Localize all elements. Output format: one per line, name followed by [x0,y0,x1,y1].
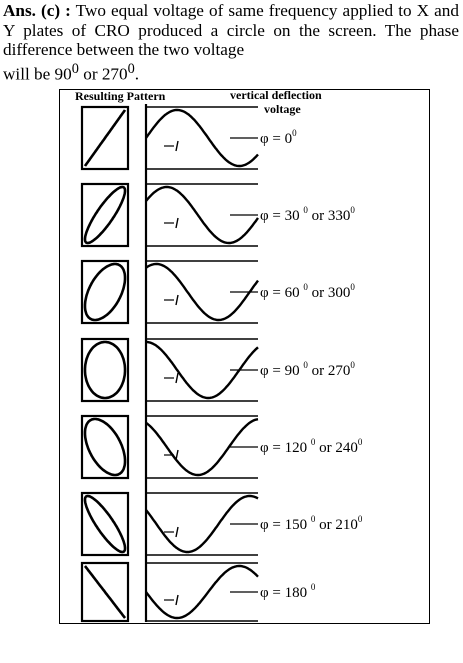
phase-label-part: or 300 [307,285,351,301]
phase-label-part: 0 [292,128,297,138]
phase-tick-4 [176,450,178,460]
phase-tick-5 [176,527,178,537]
column-heading-voltage-line2: voltage [264,102,301,116]
phase-label-part: 0 [303,360,308,370]
phase-label-part: 0 [303,282,308,292]
column-heading-voltage-line1: vertical deflection [230,88,322,102]
column-heading-pattern: Resulting Pattern [75,89,166,103]
phase-label-part: 0 [350,360,355,370]
phase-label-part: φ = 120 [260,440,311,456]
phase-label-part: φ = 0 [260,131,293,147]
phase-label-5 [260,514,363,533]
phase-tick-1 [176,218,178,228]
phase-label-part: 0 [310,514,316,524]
phase-label-part: or 240 [315,440,358,456]
answer-line-2: to X and Y plates of CRO produced a circle on the [3,1,459,40]
phase-label-part: or 270 [307,363,351,379]
phase-label-part: φ = 180 [260,585,311,601]
answer-deg-1: 0 [71,60,79,77]
phase-label-part: 0 [357,437,363,447]
lissajous-curve-4 [85,419,125,475]
lissajous-curve-2 [85,264,125,320]
phase-label-part: 0 [303,205,308,215]
lissajous-curve-0 [85,110,125,166]
phase-label-4 [260,437,363,456]
lissajous-curve-5 [85,496,125,552]
phase-label-3 [260,360,355,379]
phase-label-1 [260,205,355,224]
phase-label-0 [260,128,297,147]
answer-line-3: screen. The phase difference between the two voltage [3,20,459,60]
phase-label-part: 0 [350,205,355,215]
phase-label-part: φ = 90 [260,363,304,379]
phase-tick-0 [176,141,178,151]
answer-line-4: will be 90 [3,64,72,84]
answer-deg-2: 0 [127,60,135,77]
pattern-box-5 [82,493,128,555]
phase-label-part: 0 [310,437,316,447]
phase-tick-3 [176,373,178,383]
answer-period: . [134,64,140,84]
phase-label-2 [260,282,355,301]
phase-label-part: φ = 150 [260,517,311,533]
phase-label-part: 0 [357,514,363,524]
phase-label-part: 0 [350,282,355,292]
answer-line-4b: or 270 [78,64,128,84]
lissajous-curve-6 [85,566,125,618]
phase-label-part: φ = 60 [260,285,304,301]
phase-label-part: φ = 30 [260,208,304,224]
phase-label-part: or 210 [315,517,358,533]
phase-label-part: 0 [310,582,316,592]
lissajous-curve-3 [85,342,125,398]
phase-tick-2 [176,295,178,305]
answer-label: Ans. (c) : [3,1,71,20]
pattern-box-1 [82,184,128,246]
phase-label-6 [260,582,316,601]
answer-line-1: Two equal voltage of same frequency applied [75,1,394,20]
lissajous-curve-1 [85,187,125,243]
phase-tick-6 [176,595,178,605]
phase-label-part: or 330 [307,208,351,224]
pattern-box-3 [82,339,128,401]
